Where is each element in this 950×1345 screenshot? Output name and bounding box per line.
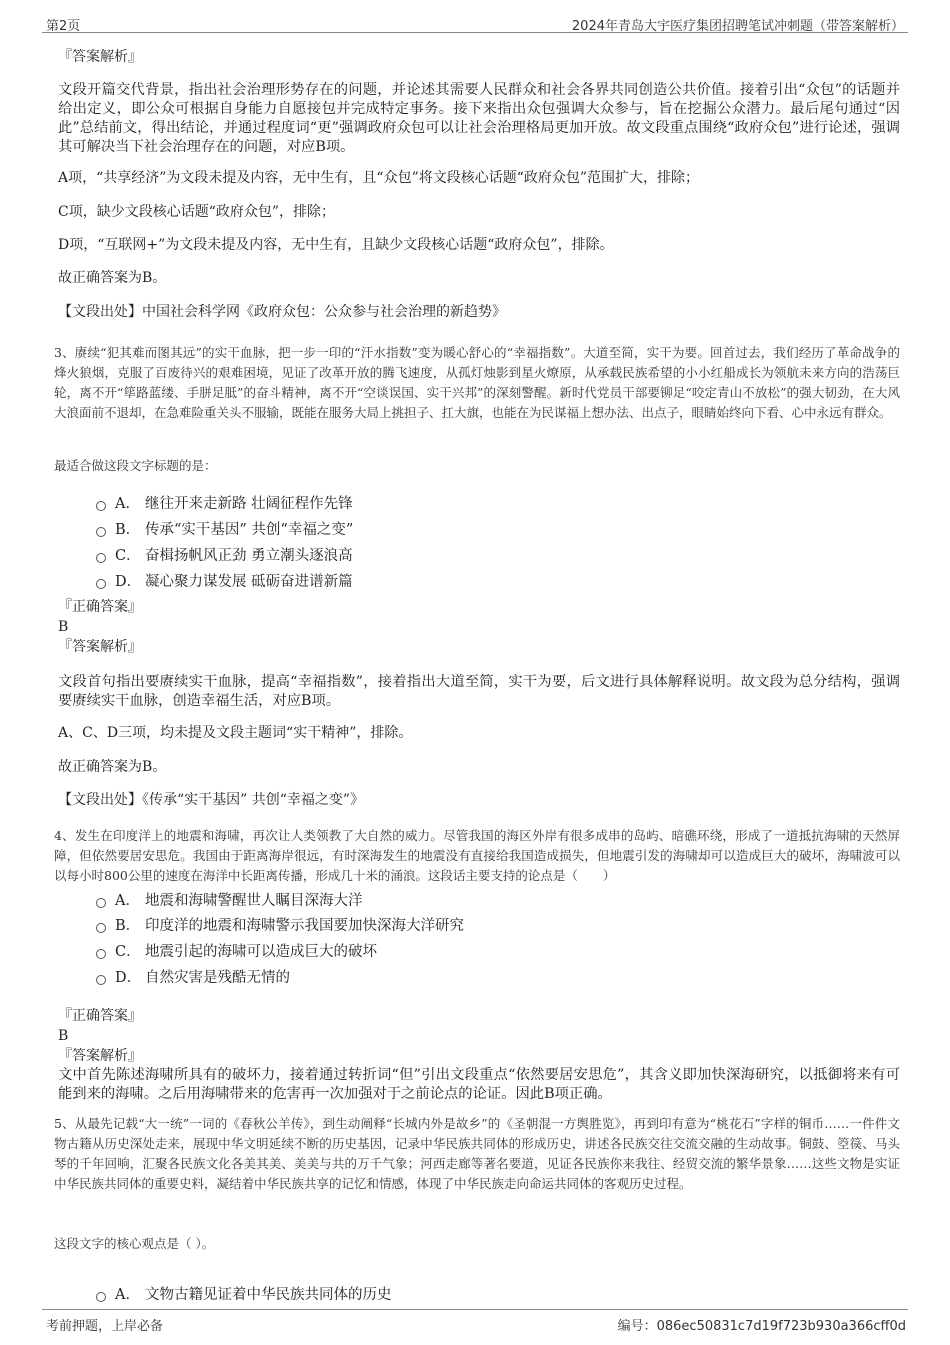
radio-icon[interactable] <box>96 949 106 959</box>
footer-slogan: 考前押题，上岸必备 <box>46 1319 164 1334</box>
q3-question-text: 3、赓续“犯其难而图其远”的实干血脉，把一步一印的“汗水指数”变为暖心舒心的“幸福指数”。大道至简，实干为要。回首过去，我们经历了革命战争的烽火狼烟，克服了百废待兴的艰难困境，见证了改革开放的腾飞速度，从孤灯烛影到星火燎原，从承载民族希望的小小红船成长为领航未来方向的浩荡巨轮，离不开“筚路蓝缕、手胼足胝”的奋斗精神，离不开“空谈误国、实干兴邦”的深刻警醒。新时代党员干部要铆足“咬定青山不放松”的强大韧劲，在大风大浪面前不退却，在急难险重关头不服输，既能在服务大局上挑担子、扛大旗，也能在为民谋福上想办法、出点子，眼睛始终向下看、心中永远有群众。 <box>54 345 900 420</box>
q2-source: 【文段出处】中国社会科学网《政府众包：公众参与社会治理的新趋势》 <box>58 304 506 320</box>
q4-analysis-text: 文中首先陈述海啸所具有的破坏力，接着通过转折词“但”引出文段重点“依然要居安思危”，其含义即加快深海研究，以抵御将来有可能到来的海啸。之后用海啸带来的危害再一次加强对于之前论点的论证。因此B项正确。 <box>58 1067 900 1102</box>
q4-question-text: 4、发生在印度洋上的地震和海啸，再次让人类领教了大自然的威力。尽管我国的海区外岸有很多成串的岛屿、暗礁环绕，形成了一道抵抗海啸的天然屏障，但依然要居安思危。我国由于距离海岸很远，有时深海发生的地震没有直接给我国造成损失，但地震引发的海啸却可以造成巨大的破坏，海啸波可以以每小时800公里的速度在海洋中长距离传播，形成几十米的涌浪。这段话主要支持的论点是（ ） <box>54 828 900 883</box>
q4-answer-label: 『正确答案』 <box>58 1008 142 1024</box>
q4-option-d[interactable]: D． 自然灾害是残酷无情的 <box>96 966 290 987</box>
q3-answer: B <box>58 619 69 635</box>
q4-option-c[interactable]: C． 地震引起的海啸可以造成巨大的破坏 <box>96 940 377 961</box>
q2-analysis-label: 『答案解析』 <box>58 49 142 65</box>
q3-acd-analysis: A、C、D三项，均未提及文段主题词“实干精神”，排除。 <box>58 725 413 741</box>
q3-analysis-label: 『答案解析』 <box>58 639 142 655</box>
radio-icon[interactable] <box>96 975 106 985</box>
radio-icon[interactable] <box>96 898 106 908</box>
q4-option-a[interactable]: A． 地震和海啸警醒世人瞩目深海大洋 <box>96 889 363 910</box>
radio-icon[interactable] <box>96 553 106 563</box>
radio-icon[interactable] <box>96 1292 106 1302</box>
q5-prompt: 这段文字的核心观点是（ ）。 <box>54 1236 215 1251</box>
radio-icon[interactable] <box>96 923 106 933</box>
q2-conclusion: 故正确答案为B。 <box>58 270 167 286</box>
q3-option-b[interactable]: B． 传承“实干基因” 共创“幸福之变” <box>96 518 353 539</box>
radio-icon[interactable] <box>96 501 106 511</box>
q3-option-a[interactable]: A． 继往开来走新路 壮阔征程作先锋 <box>96 492 353 513</box>
q2-analysis-text: 文段开篇交代背景，指出社会治理形势存在的问题，并论述其需要人民群众和社会各界共同创造公共价值。接着引出“众包”的话题并给出定义，即公众可根据自身能力自愿接包并完成特定事务。接下来指出众包强调大众参与，旨在挖掘公众潜力。最后尾句通过“因此”总结前文，得出结论，并通过程度词“更”强调政府众包可以让社会治理格局更加开放。故文段重点围绕“政府众包”进行论述，强调其可解决当下社会治理存在的问题，对应B项。 <box>58 82 900 155</box>
q3-analysis-text: 文段首句指出要赓续实干血脉，提高“幸福指数”，接着指出大道至简，实干为要，后文进行具体解释说明。故文段为总分结构，强调要赓续实干血脉，创造幸福生活，对应B项。 <box>58 674 900 709</box>
q5-question-text: 5、从最先记载“大一统”一词的《春秋公羊传》，到生动阐释“长城内外是故乡”的《圣朝混一方舆胜览》，再到印有意为“桃花石”字样的铜币……一件件文物古籍从历史深处走来，展现中华文明延续不断的历史基因，记录中华民族共同体的形成历史，讲述各民族交往交流交融的生动故事。铜鼓、箜篌、马头琴的千年回响，汇聚各民族文化各美其美、美美与共的万千气象；河西走廊等著名要道，见证各民族你来我往、经贸交流的繁华景象……这些文物是实证中华民族共同体的重要史料，凝结着中华民族共享的记忆和情感，体现了中华民族走向命运共同体的客观历史过程。 <box>54 1116 900 1191</box>
q3-conclusion: 故正确答案为B。 <box>58 759 167 775</box>
q3-source: 【文段出处】《传承“实干基因” 共创“幸福之变”》 <box>58 792 365 808</box>
q2-option-a-analysis: A项，“共享经济”为文段未提及内容，无中生有，且“众包”将文段核心话题“政府众包”范围扩大，排除； <box>58 170 700 186</box>
page-header <box>42 10 908 33</box>
q3-option-d[interactable]: D． 凝心聚力谋发展 砥砺奋进谱新篇 <box>96 570 353 591</box>
q2-option-d-analysis: D项，“互联网+”为文段未提及内容，无中生有，且缺少文段核心话题“政府众包”，排除。 <box>58 237 614 253</box>
page-footer <box>42 1309 908 1334</box>
q4-analysis-label: 『答案解析』 <box>58 1048 142 1064</box>
q3-answer-label: 『正确答案』 <box>58 599 142 615</box>
radio-icon[interactable] <box>96 527 106 537</box>
footer-serial-number: 编号：086ec50831c7d19f723b930a366cff0d <box>617 1319 906 1334</box>
page-number: 第2页 <box>46 19 81 34</box>
q5-option-a[interactable]: A． 文物古籍见证着中华民族共同体的历史 <box>96 1283 392 1304</box>
q3-option-c[interactable]: C． 奋楫扬帆风正劲 勇立潮头逐浪高 <box>96 544 353 565</box>
q4-option-b[interactable]: B． 印度洋的地震和海啸警示我国要加快深海大洋研究 <box>96 914 464 935</box>
radio-icon[interactable] <box>96 579 106 589</box>
q3-prompt: 最适合做这段文字标题的是： <box>54 458 217 473</box>
q2-option-c-analysis: C项，缺少文段核心话题“政府众包”，排除； <box>58 204 336 220</box>
q4-answer: B <box>58 1028 69 1044</box>
document-title: 2024年青岛大宇医疗集团招聘笔试冲刺题（带答案解析） <box>571 19 904 34</box>
